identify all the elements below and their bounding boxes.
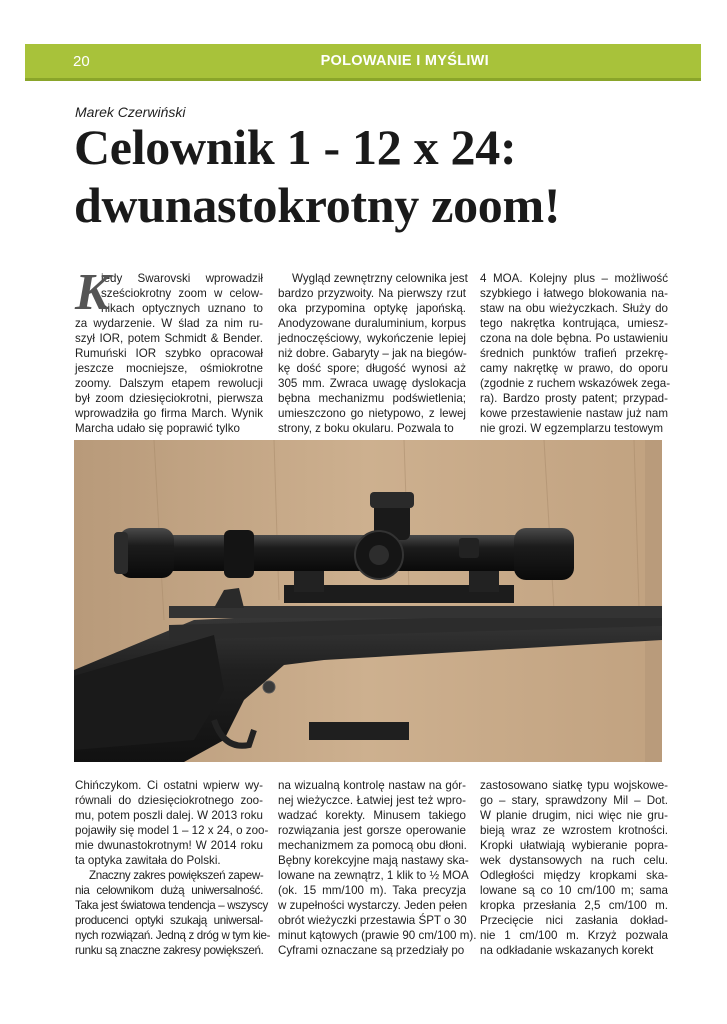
article-title [74, 118, 694, 234]
text-line: ra). Bardzo prosty patent; przypad- [480, 392, 668, 405]
text-line: nia celownikom dużą uniwersalność. [75, 884, 263, 897]
text-line: W planie drugim, nici więc nie gru- [480, 809, 668, 822]
text-line: Rumuński IOR szybko opracował [75, 347, 263, 360]
text-line: Chińczykom. Ci ostatni wpierw wy- [75, 779, 263, 792]
text-line: w zupełności wystarczy. Jeden pełen [278, 899, 468, 912]
section-title: POLOWANIE I MYŚLIWI [320, 53, 489, 69]
column-2-top [278, 271, 466, 436]
title-line-1: Celownik 1 - 12 x 24: [74, 119, 517, 175]
dropcap-letter: K [75, 264, 110, 321]
text-line: kę dość spore; długość wynosi aż [278, 362, 466, 375]
text-line: niż dobre. Gabaryty – jak na biegów- [278, 347, 467, 360]
text-line: na odkładanie wskazanych korekt [480, 944, 654, 957]
text-line: oka przypomina optykę japońską. [278, 302, 466, 315]
text-line: nych rozwiązań. Jedną z dróg w tym kie- [75, 929, 271, 942]
text-line: (ok. 15 mm/100 m). Taka precyzja [278, 884, 466, 897]
text-line: 4 MOA. Kolejny plus – możliwość [480, 272, 668, 285]
text-line: obrót wieżyczki przestawia ŚPT o 30 [278, 914, 467, 927]
column-1-top [75, 264, 263, 436]
text-line: zastosowano siatkę typu wojskowe- [480, 779, 668, 792]
text-line: szył IOR, potem Schmidt & Bender. [75, 332, 263, 345]
text-line: czona na dole bębna. Po ustawieniu [480, 332, 668, 345]
text-line: średnich punktów trafień przekrę- [480, 347, 668, 360]
text-line: kropka przesłania 2,5 cm/100 m. [480, 899, 668, 912]
text-line: Kropki ułatwiają wybieranie popra- [480, 839, 668, 852]
text-line: na wizualną kontrolę nastaw na gór- [278, 779, 466, 792]
text-line: był zoom dziesięciokrotni, pierwsza [75, 392, 263, 405]
text-line: staw na obu wieżyczkach. Służy do [480, 302, 668, 315]
text-line: Znaczny zakres powiększeń zapew- [89, 869, 264, 882]
text-line: nie grozi. W egzemplarzu testowym [480, 422, 663, 435]
text-line: Marcha udało się poprawić tylko [75, 422, 240, 435]
rifle-scope-illustration [74, 440, 662, 762]
text-line: minut kątowych (prawie 90 cm/100 m). [278, 929, 477, 942]
text-line: go – stary, sprawdzony Mil – Dot. [480, 794, 668, 807]
text-line: Wygląd zewnętrzny celownika jest [292, 272, 468, 285]
column-1-bottom-para-1 [75, 778, 269, 868]
column-3-bottom [480, 778, 668, 958]
text-line: nie 1 cm/100 m. Krzyż pozwala [480, 929, 668, 942]
text-line: jeszcze mocniejsze, ośmiokrotne [75, 362, 263, 375]
text-line: jednoczęściowy, wykończenie lepiej [278, 332, 466, 345]
text-line: strony, z boku okularu. Pozwala to [278, 422, 454, 435]
page-number: 20 [73, 53, 90, 70]
text-line: rozwiązania jest gorsze operowanie [278, 824, 466, 837]
text-line: sześciokrotny zoom w celow- [101, 287, 263, 300]
text-line: bębna mechanizmu podświetlenia; [278, 392, 466, 405]
column-2-top-text [278, 271, 466, 436]
text-line: nikach optycznych uznano to [101, 302, 263, 315]
text-line: Przecięcie nici zasłania dokład- [480, 914, 668, 927]
title-line-2: dwunastokrotny zoom! [74, 177, 561, 233]
text-line: lowane na zewnątrz, 1 klik to ½ MOA [278, 869, 469, 882]
text-line: runku są znaczne zakresy powiększeń. [75, 944, 264, 957]
text-line: mechanizmem za pomocą obu dłoni. [278, 839, 467, 852]
column-2-bottom-text [278, 778, 477, 958]
header-bar [25, 44, 701, 81]
text-line: nej wieżyczce. Łatwiej jest też wpro- [278, 794, 466, 807]
text-line: producenci optyki szukają uniwersal- [75, 914, 263, 927]
column-3-top [480, 271, 671, 436]
text-line: bieją wraz ze wzrostem krotności. [480, 824, 668, 837]
text-line: mie dwunastokrotnym! W 2014 roku [75, 839, 263, 852]
text-line: Cyframi oznaczane są przedziały po [278, 944, 465, 957]
text-line: szybkiego i łatwego blokowania na- [480, 287, 668, 300]
text-line: wadzać korekty. Minusem takiego [278, 809, 466, 822]
text-line: zoomy. Dalszym etapem rewolucji [75, 377, 263, 390]
text-line: bardzo przyzwoity. Na pierwszy rzut [278, 287, 466, 300]
text-line: umieszczono go nietypowo, z lewej [278, 407, 466, 420]
column-2-bottom [278, 778, 477, 958]
text-line: wek dystansowych na ruch celu. [480, 854, 668, 867]
text-line: Odległości między kropkami ska- [480, 869, 668, 882]
text-line: Taka jest światowa tendencja – wszyscy [75, 899, 268, 912]
column-3-top-text [480, 271, 671, 436]
text-line: (zgodnie z ruchem wskazówek zega- [480, 377, 671, 390]
text-line: 305 mm. Zwraca uwagę dyslokacja [278, 377, 466, 390]
article-author: Marek Czerwiński [75, 104, 186, 120]
text-line: mu, potem poszli dalej. W 2013 roku [75, 809, 263, 822]
column-3-bottom-text [480, 778, 668, 958]
text-line: Bębny korekcyjne mają nastawy ska- [278, 854, 469, 867]
text-line: lowane są co 10 cm/100 m; sama [480, 884, 668, 897]
column-1-bottom-para-2 [75, 868, 271, 958]
rifle-scope-photo [74, 440, 662, 762]
text-line: camy nakrętkę w prawo, do oporu [480, 362, 668, 375]
text-line: za wydarzenie. W ślad za nim ru- [75, 317, 263, 330]
text-line: kowe przestawienie nastaw już nam [480, 407, 668, 420]
dropcap-paragraph [75, 264, 263, 436]
text-line: Anodyzowane duraluminium, korpus [278, 317, 466, 330]
text-line: tego nakrętka kontrująca, umiesz- [480, 317, 668, 330]
text-line: wprowadziła go firma March. Wynik [75, 407, 263, 420]
text-line: iedy Swarovski wprowadził [101, 272, 263, 285]
text-line: pojawiły się model 1 – 12 x 24, o zoo- [75, 824, 269, 837]
text-line: ta optyka zawitała do Polski. [75, 854, 221, 867]
column-1-bottom [75, 778, 271, 958]
text-line: równali do dziesięciokrotnego zoo- [75, 794, 263, 807]
